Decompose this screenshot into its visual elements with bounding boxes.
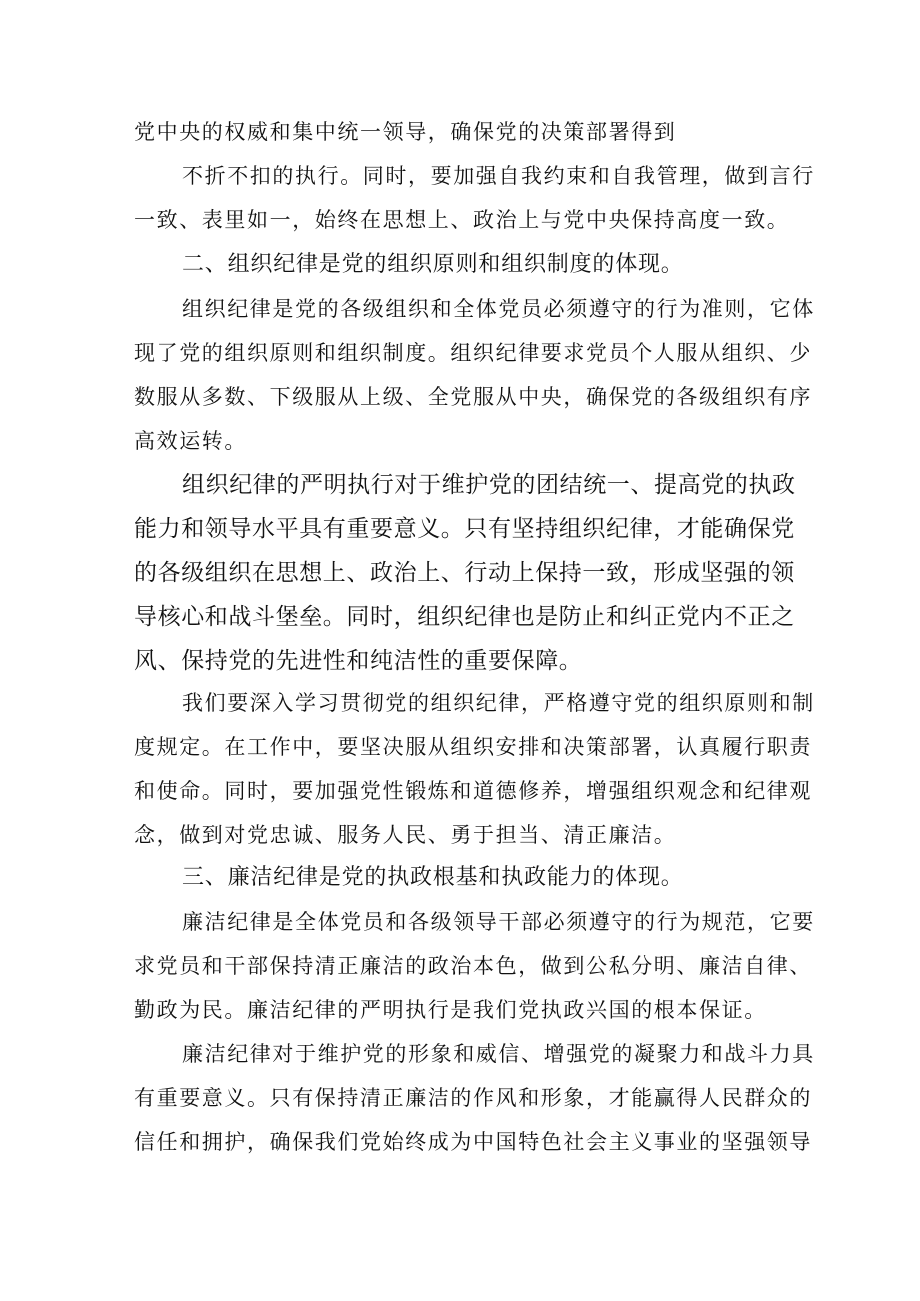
section-heading-3: 三、廉洁纪律是党的执政根基和执政能力的体现。 [182,865,684,890]
paragraph-line: 组织纪律是党的各级组织和全体党员必须遵守的行为准则，它体 [182,297,815,321]
paragraph-line: 廉洁纪律对于维护党的形象和威信、增强党的凝聚力和战斗力具 [182,1042,815,1066]
paragraph-line: 勤政为民。廉洁纪律的严明执行是我们党执政兴国的根本保证。 [134,998,767,1022]
paragraph-line: 度规定。在工作中，要坚决服从组织安排和决策部署，认真履行职责 [134,735,812,759]
paragraph-line: 念，做到对党忠诚、服务人民、勇于担当、清正廉洁。 [134,823,677,847]
section-heading-2: 二、组织纪律是党的组织原则和组织制度的体现。 [182,252,684,277]
paragraph-line: 一致、表里如一，始终在思想上、政治上与党中央保持高度一致。 [134,208,790,232]
paragraph-5 [134,900,815,1032]
paragraph-line: 和使命。同时，要加强党性锻炼和道德修养，增强组织观念和纪律观 [134,779,812,803]
paragraph-line: 信任和拥护，确保我们党始终成为中国特色社会主义事业的坚强领导 [134,1130,812,1154]
paragraph-line: 高效运转。 [134,429,247,453]
paragraph-line: 我们要深入学习贯彻党的组织纪律，严格遵守党的组织原则和制 [182,691,815,715]
paragraph-line: 风、保持党的先进性和纯洁性的重要保障。 [134,648,583,674]
paragraph-6 [134,1032,815,1164]
paragraph-line: 导核心和战斗堡垒。同时，组织纪律也是防止和纠正党内不正之 [134,604,795,630]
paragraph-4 [134,681,815,857]
paragraph-line: 不折不扣的执行。同时，要加强自我约束和自我管理，做到言行 [182,164,815,188]
paragraph-line: 能力和领导水平具有重要意义。只有坚持组织纪律，才能确保党 [134,516,795,542]
paragraph-line: 组织纪律的严明执行对于维护党的团结统一、提高党的执政 [182,472,796,498]
paragraph-1 [134,154,815,242]
paragraph-line: 有重要意义。只有保持清正廉洁的作风和形象，才能赢得人民群众的 [134,1086,812,1110]
paragraph-3 [134,463,794,683]
continuation-line: 党中央的权威和集中统一领导，确保党的决策部署得到 [134,120,677,144]
paragraph-line: 的各级组织在思想上、政治上、行动上保持一致，形成坚强的领 [134,560,795,586]
paragraph-line: 现了党的组织原则和组织制度。组织纪律要求党员个人服从组织、少 [134,341,812,365]
paragraph-2 [134,287,815,463]
paragraph-line: 数服从多数、下级服从上级、全党服从中央，确保党的各级组织有序 [134,385,812,409]
paragraph-line: 廉洁纪律是全体党员和各级领导干部必须遵守的行为规范，它要 [182,910,815,934]
paragraph-line: 求党员和干部保持清正廉洁的政治本色，做到公私分明、廉洁自律、 [134,954,812,978]
